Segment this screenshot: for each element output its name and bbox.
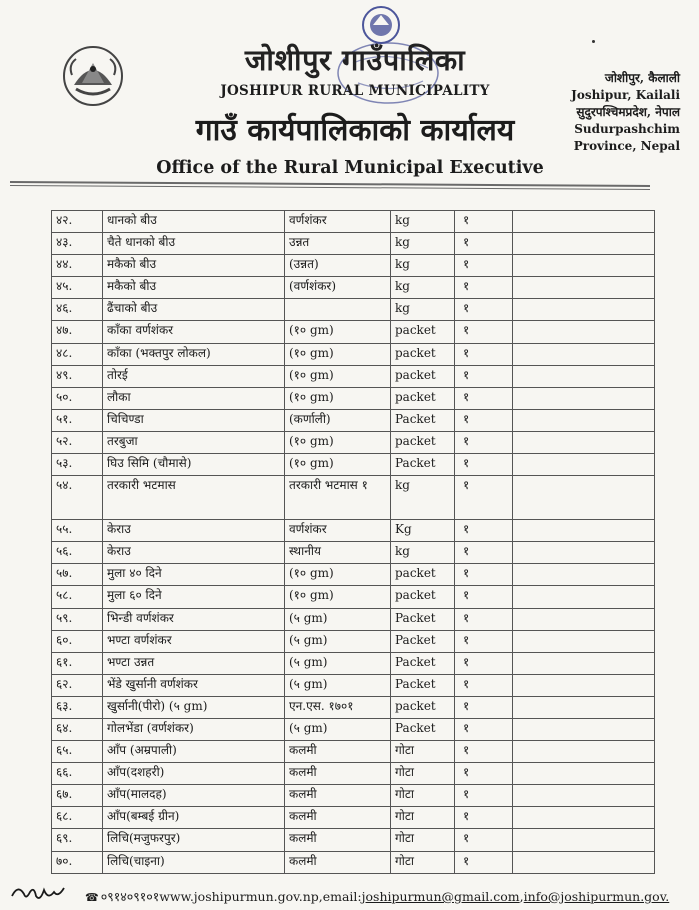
quantity-cell: १: [455, 476, 513, 520]
variety-cell: (१० gm): [285, 454, 391, 476]
footer-contact: [85, 888, 669, 905]
unit-cell: packet: [391, 343, 455, 365]
unit-cell: kg: [391, 233, 455, 255]
unit-cell: packet: [391, 431, 455, 453]
table-row: [52, 763, 655, 785]
footer-email-secondary[interactable]: info@joshipurmun.gov.: [523, 889, 670, 904]
item-name-cell: लौका: [103, 387, 285, 409]
variety-cell: [285, 299, 391, 321]
item-name-cell: भेंडे खुर्सानी वर्णशंकर: [103, 674, 285, 696]
item-name-cell: आँप(बम्बई ग्रीन): [103, 807, 285, 829]
table-row: [52, 277, 655, 299]
footer-phone: ०९१४०९१०१: [100, 889, 160, 904]
serial-number-cell: ६१.: [52, 652, 103, 674]
remarks-cell: [513, 741, 655, 763]
unit-cell: गोटा: [391, 807, 455, 829]
office-title-nepali: गाउँ कार्यपालिकाको कार्यालय: [195, 113, 515, 148]
remarks-cell: [513, 564, 655, 586]
table-row: [52, 255, 655, 277]
quantity-cell: १: [455, 454, 513, 476]
unit-cell: Packet: [391, 630, 455, 652]
variety-cell: (१० gm): [285, 343, 391, 365]
remarks-cell: [513, 807, 655, 829]
remarks-cell: [513, 851, 655, 873]
serial-number-cell: ५६.: [52, 542, 103, 564]
variety-cell: (१० gm): [285, 387, 391, 409]
remarks-cell: [513, 652, 655, 674]
quantity-cell: १: [455, 255, 513, 277]
table-row: [52, 454, 655, 476]
table-row: [52, 785, 655, 807]
item-name-cell: काँका वर्णशंकर: [103, 321, 285, 343]
address-line: Joshipur, Kailali: [571, 88, 680, 102]
remarks-cell: [513, 476, 655, 520]
quantity-cell: १: [455, 674, 513, 696]
quantity-cell: १: [455, 586, 513, 608]
quantity-cell: १: [455, 851, 513, 873]
remarks-cell: [513, 785, 655, 807]
table-row: [52, 299, 655, 321]
table-row: [52, 829, 655, 851]
unit-cell: kg: [391, 542, 455, 564]
variety-cell: एन.एस. १७०१: [285, 696, 391, 718]
item-name-cell: तरबुजा: [103, 431, 285, 453]
table-row: [52, 542, 655, 564]
item-name-cell: खुर्सानी(पीरो) (५ gm): [103, 696, 285, 718]
quantity-cell: १: [455, 564, 513, 586]
remarks-cell: [513, 454, 655, 476]
remarks-cell: [513, 255, 655, 277]
remarks-cell: [513, 674, 655, 696]
serial-number-cell: ६२.: [52, 674, 103, 696]
remarks-cell: [513, 343, 655, 365]
serial-number-cell: ५३.: [52, 454, 103, 476]
serial-number-cell: ६५.: [52, 741, 103, 763]
item-name-cell: मुला ६० दिने: [103, 586, 285, 608]
remarks-cell: [513, 763, 655, 785]
remarks-cell: [513, 365, 655, 387]
item-name-cell: काँका (भक्तपुर लोकल): [103, 343, 285, 365]
item-name-cell: धानको बीउ: [103, 211, 285, 233]
municipality-title-nepali: जोशीपुर गाउँपालिका: [244, 43, 466, 77]
address-line: Sudurpashchim: [574, 122, 680, 136]
serial-number-cell: ४७.: [52, 321, 103, 343]
unit-cell: Packet: [391, 454, 455, 476]
quantity-cell: १: [455, 343, 513, 365]
remarks-cell: [513, 520, 655, 542]
serial-number-cell: ६६.: [52, 763, 103, 785]
quantity-cell: १: [455, 763, 513, 785]
table-row: [52, 807, 655, 829]
quantity-cell: १: [455, 785, 513, 807]
variety-cell: (५ gm): [285, 718, 391, 740]
remarks-cell: [513, 431, 655, 453]
variety-cell: कलमी: [285, 785, 391, 807]
item-name-cell: भिन्डी वर्णशंकर: [103, 608, 285, 630]
phone-icon: ☎: [85, 891, 99, 904]
table-row: [52, 211, 655, 233]
seed-items-table: [51, 210, 655, 874]
table-row: [52, 343, 655, 365]
variety-cell: स्थानीय: [285, 542, 391, 564]
remarks-cell: [513, 718, 655, 740]
variety-cell: वर्णशंकर: [285, 211, 391, 233]
quantity-cell: १: [455, 365, 513, 387]
remarks-cell: [513, 608, 655, 630]
variety-cell: (कर्णाली): [285, 409, 391, 431]
serial-number-cell: ५७.: [52, 564, 103, 586]
quantity-cell: १: [455, 829, 513, 851]
quantity-cell: १: [455, 299, 513, 321]
serial-number-cell: ४२.: [52, 211, 103, 233]
unit-cell: Kg: [391, 520, 455, 542]
table-row: [52, 630, 655, 652]
item-name-cell: भण्टा वर्णशंकर: [103, 630, 285, 652]
serial-number-cell: ४८.: [52, 343, 103, 365]
item-name-cell: ढैंचाको बीउ: [103, 299, 285, 321]
variety-cell: (५ gm): [285, 630, 391, 652]
nepal-emblem-icon: [62, 45, 124, 107]
table-row: [52, 321, 655, 343]
table-row: [52, 851, 655, 873]
item-name-cell: आँप (अम्रपाली): [103, 741, 285, 763]
remarks-cell: [513, 321, 655, 343]
serial-number-cell: ५९.: [52, 608, 103, 630]
unit-cell: Packet: [391, 652, 455, 674]
unit-cell: packet: [391, 387, 455, 409]
variety-cell: तरकारी भटमास १: [285, 476, 391, 520]
serial-number-cell: ४९.: [52, 365, 103, 387]
item-name-cell: लिचि(चाइना): [103, 851, 285, 873]
unit-cell: packet: [391, 321, 455, 343]
remarks-cell: [513, 586, 655, 608]
serial-number-cell: ६९.: [52, 829, 103, 851]
unit-cell: kg: [391, 476, 455, 520]
remarks-cell: [513, 211, 655, 233]
serial-number-cell: ५१.: [52, 409, 103, 431]
variety-cell: (५ gm): [285, 674, 391, 696]
unit-cell: kg: [391, 255, 455, 277]
serial-number-cell: ५४.: [52, 476, 103, 520]
variety-cell: (५ gm): [285, 608, 391, 630]
variety-cell: (१० gm): [285, 365, 391, 387]
quantity-cell: १: [455, 807, 513, 829]
ink-dot: [592, 40, 595, 43]
table-row: [52, 586, 655, 608]
quantity-cell: १: [455, 608, 513, 630]
unit-cell: Packet: [391, 409, 455, 431]
table-row: [52, 718, 655, 740]
table-row: [52, 233, 655, 255]
item-name-cell: घिउ सिमि (चौमासे): [103, 454, 285, 476]
variety-cell: वर्णशंकर: [285, 520, 391, 542]
serial-number-cell: ४४.: [52, 255, 103, 277]
footer-email-primary[interactable]: joshipurmun@gmail.com: [361, 889, 520, 904]
unit-cell: Packet: [391, 608, 455, 630]
table-row: [52, 431, 655, 453]
item-name-cell: तोरई: [103, 365, 285, 387]
table-row: [52, 741, 655, 763]
variety-cell: कलमी: [285, 763, 391, 785]
table-row: [52, 674, 655, 696]
serial-number-cell: ६३.: [52, 696, 103, 718]
table-row: [52, 365, 655, 387]
unit-cell: Packet: [391, 674, 455, 696]
unit-cell: packet: [391, 365, 455, 387]
table-body: [52, 211, 655, 874]
address-line: Province, Nepal: [573, 139, 680, 153]
serial-number-cell: ४३.: [52, 233, 103, 255]
unit-cell: गोटा: [391, 829, 455, 851]
quantity-cell: १: [455, 652, 513, 674]
quantity-cell: १: [455, 741, 513, 763]
remarks-cell: [513, 299, 655, 321]
unit-cell: packet: [391, 586, 455, 608]
variety-cell: कलमी: [285, 851, 391, 873]
unit-cell: kg: [391, 277, 455, 299]
item-name-cell: आँप(दशहरी): [103, 763, 285, 785]
remarks-cell: [513, 829, 655, 851]
variety-cell: (१० gm): [285, 431, 391, 453]
quantity-cell: १: [455, 542, 513, 564]
quantity-cell: १: [455, 321, 513, 343]
item-name-cell: मुला ४० दिने: [103, 564, 285, 586]
remarks-cell: [513, 387, 655, 409]
serial-number-cell: ५०.: [52, 387, 103, 409]
variety-cell: कलमी: [285, 807, 391, 829]
footer-website[interactable]: www.joshipurmun.gov.np,email:: [159, 889, 362, 904]
table-row: [52, 608, 655, 630]
item-name-cell: केराउ: [103, 520, 285, 542]
item-name-cell: मकैको बीउ: [103, 277, 285, 299]
table-row: [52, 520, 655, 542]
table-row: [52, 387, 655, 409]
serial-number-cell: ६४.: [52, 718, 103, 740]
table-row: [52, 564, 655, 586]
municipality-title-english: JOSHIPUR RURAL MUNICIPALITY: [220, 83, 490, 99]
quantity-cell: १: [455, 277, 513, 299]
item-name-cell: चिचिण्डा: [103, 409, 285, 431]
variety-cell: (१० gm): [285, 586, 391, 608]
item-name-cell: आँप(मालदह): [103, 785, 285, 807]
quantity-cell: १: [455, 211, 513, 233]
quantity-cell: १: [455, 630, 513, 652]
variety-cell: कलमी: [285, 829, 391, 851]
quantity-cell: १: [455, 233, 513, 255]
serial-number-cell: ५८.: [52, 586, 103, 608]
table-row: [52, 652, 655, 674]
handwritten-signature-icon: [8, 880, 68, 906]
quantity-cell: १: [455, 718, 513, 740]
variety-cell: उन्नत: [285, 233, 391, 255]
unit-cell: गोटा: [391, 763, 455, 785]
variety-cell: (वर्णशंकर): [285, 277, 391, 299]
serial-number-cell: ५२.: [52, 431, 103, 453]
address-line: जोशीपुर, कैलाली: [604, 71, 680, 85]
footer-separator: ,: [519, 889, 524, 904]
unit-cell: गोटा: [391, 741, 455, 763]
unit-cell: Packet: [391, 718, 455, 740]
address-line: सुदुरपश्चिमप्रदेश, नेपाल: [576, 105, 680, 119]
serial-number-cell: ५५.: [52, 520, 103, 542]
quantity-cell: १: [455, 520, 513, 542]
variety-cell: कलमी: [285, 741, 391, 763]
variety-cell: (उन्नत): [285, 255, 391, 277]
unit-cell: packet: [391, 564, 455, 586]
serial-number-cell: ७०.: [52, 851, 103, 873]
unit-cell: kg: [391, 299, 455, 321]
remarks-cell: [513, 277, 655, 299]
remarks-cell: [513, 409, 655, 431]
item-name-cell: चैते धानको बीउ: [103, 233, 285, 255]
unit-cell: गोटा: [391, 785, 455, 807]
serial-number-cell: ६७.: [52, 785, 103, 807]
table-row: [52, 696, 655, 718]
serial-number-cell: ४६.: [52, 299, 103, 321]
unit-cell: गोटा: [391, 851, 455, 873]
remarks-cell: [513, 542, 655, 564]
item-name-cell: केराउ: [103, 542, 285, 564]
item-name-cell: गोलभेंडा (वर्णशंकर): [103, 718, 285, 740]
unit-cell: kg: [391, 211, 455, 233]
quantity-cell: १: [455, 387, 513, 409]
variety-cell: (१० gm): [285, 564, 391, 586]
table-row: [52, 476, 655, 520]
unit-cell: packet: [391, 696, 455, 718]
item-name-cell: मकैको बीउ: [103, 255, 285, 277]
remarks-cell: [513, 630, 655, 652]
item-name-cell: लिचि(मजुफरपुर): [103, 829, 285, 851]
table-row: [52, 409, 655, 431]
quantity-cell: १: [455, 696, 513, 718]
item-name-cell: भण्टा उन्नत: [103, 652, 285, 674]
variety-cell: (५ gm): [285, 652, 391, 674]
address-block: [560, 70, 680, 155]
variety-cell: (१० gm): [285, 321, 391, 343]
office-title-english: Office of the Rural Municipal Executive: [156, 158, 544, 178]
serial-number-cell: ६८.: [52, 807, 103, 829]
quantity-cell: १: [455, 431, 513, 453]
remarks-cell: [513, 696, 655, 718]
quantity-cell: १: [455, 409, 513, 431]
remarks-cell: [513, 233, 655, 255]
serial-number-cell: ४५.: [52, 277, 103, 299]
serial-number-cell: ६०.: [52, 630, 103, 652]
item-name-cell: तरकारी भटमास: [103, 476, 285, 520]
